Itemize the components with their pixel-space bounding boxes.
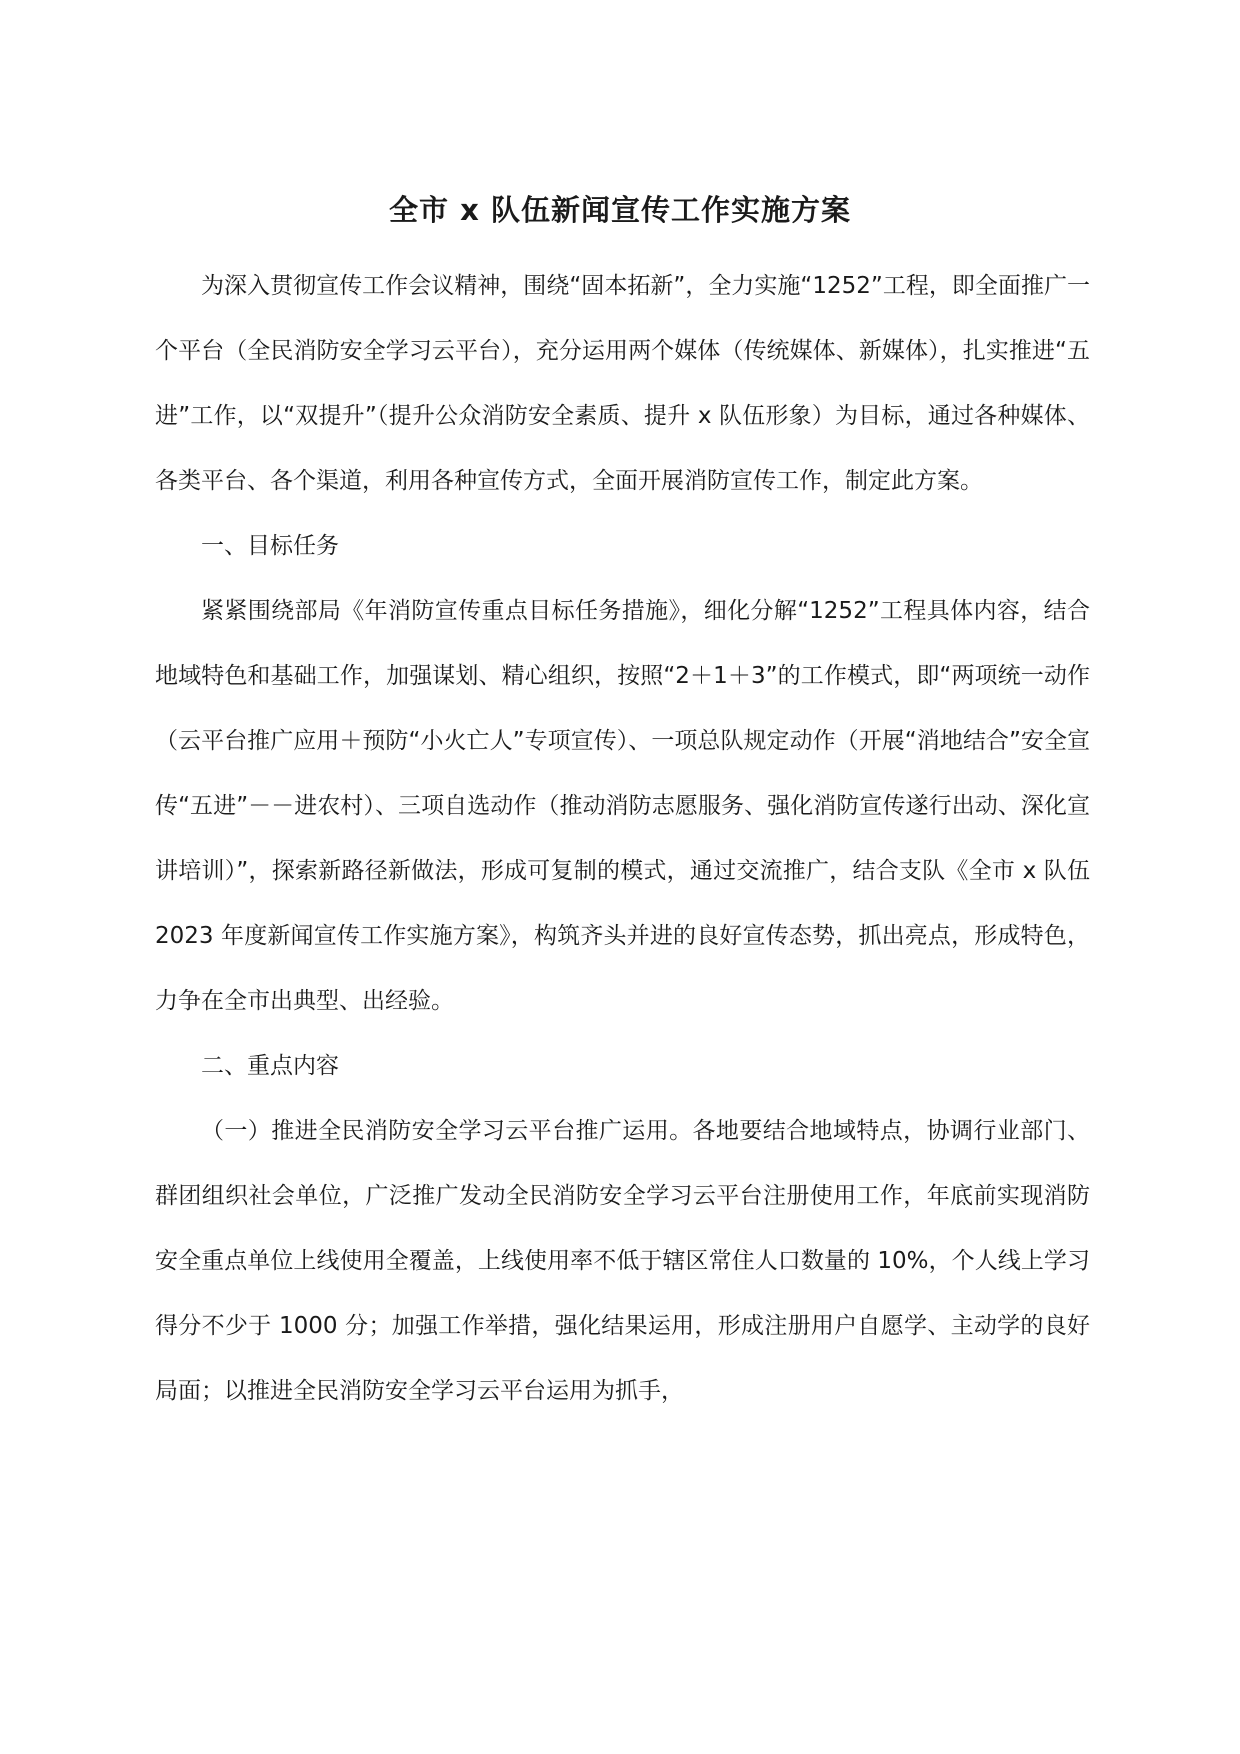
section-heading-goals: 一、目标任务 xyxy=(201,533,339,559)
key-content-paragraph-1: （一）推进全民消防安全学习云平台推广运用。各地要结合地域特点，协调行业部门、群团组织社会单位，广泛推广发动全民消防安全学习云平台注册使用工作，年底前实现消防安全重点单位上线使用全覆盖，上线使用率不低于辖区常住人口数量的 10%，个人线上学习得分不少于 1000 分；加强工作举措，强化结果运用，形成注册用户自愿学、主动学的良好局面；以推进全民消防安全学习云平台运用为抓手， xyxy=(155,1118,1090,1404)
goals-paragraph: 紧紧围绕部局《年消防宣传重点目标任务措施》，细化分解“1252”工程具体内容，结合地域特色和基础工作，加强谋划、精心组织，按照“2＋1＋3”的工作模式，即“两项统一动作（云平台推广应用＋预防“小火亡人”专项宣传）、一项总队规定动作（开展“消地结合”安全宣传“五进”－－进农村）、三项自选动作（推动消防志愿服务、强化消防宣传遂行出动、深化宣讲培训）”，探索新路径新做法，形成可复制的模式，通过交流推广，结合支队《全市 x 队伍 2023 年度新闻宣传工作实施方案》，构筑齐头并进的良好宣传态势，抓出亮点，形成特色，力争在全市出典型、出经验。 xyxy=(155,598,1090,1014)
intro-paragraph: 为深入贯彻宣传工作会议精神，围绕“固本拓新”，全力实施“1252”工程，即全面推广一个平台（全民消防安全学习云平台），充分运用两个媒体（传统媒体、新媒体），扎实推进“五进”工作，以“双提升”（提升公众消防安全素质、提升 x 队伍形象）为目标，通过各种媒体、各类平台、各个渠道，利用各种宣传方式，全面开展消防宣传工作，制定此方案。 xyxy=(155,273,1090,494)
document-body xyxy=(155,254,1090,1424)
section-heading-key-content: 二、重点内容 xyxy=(201,1053,339,1079)
document-title: 全市 x 队伍新闻宣传工作实施方案 xyxy=(389,193,851,227)
